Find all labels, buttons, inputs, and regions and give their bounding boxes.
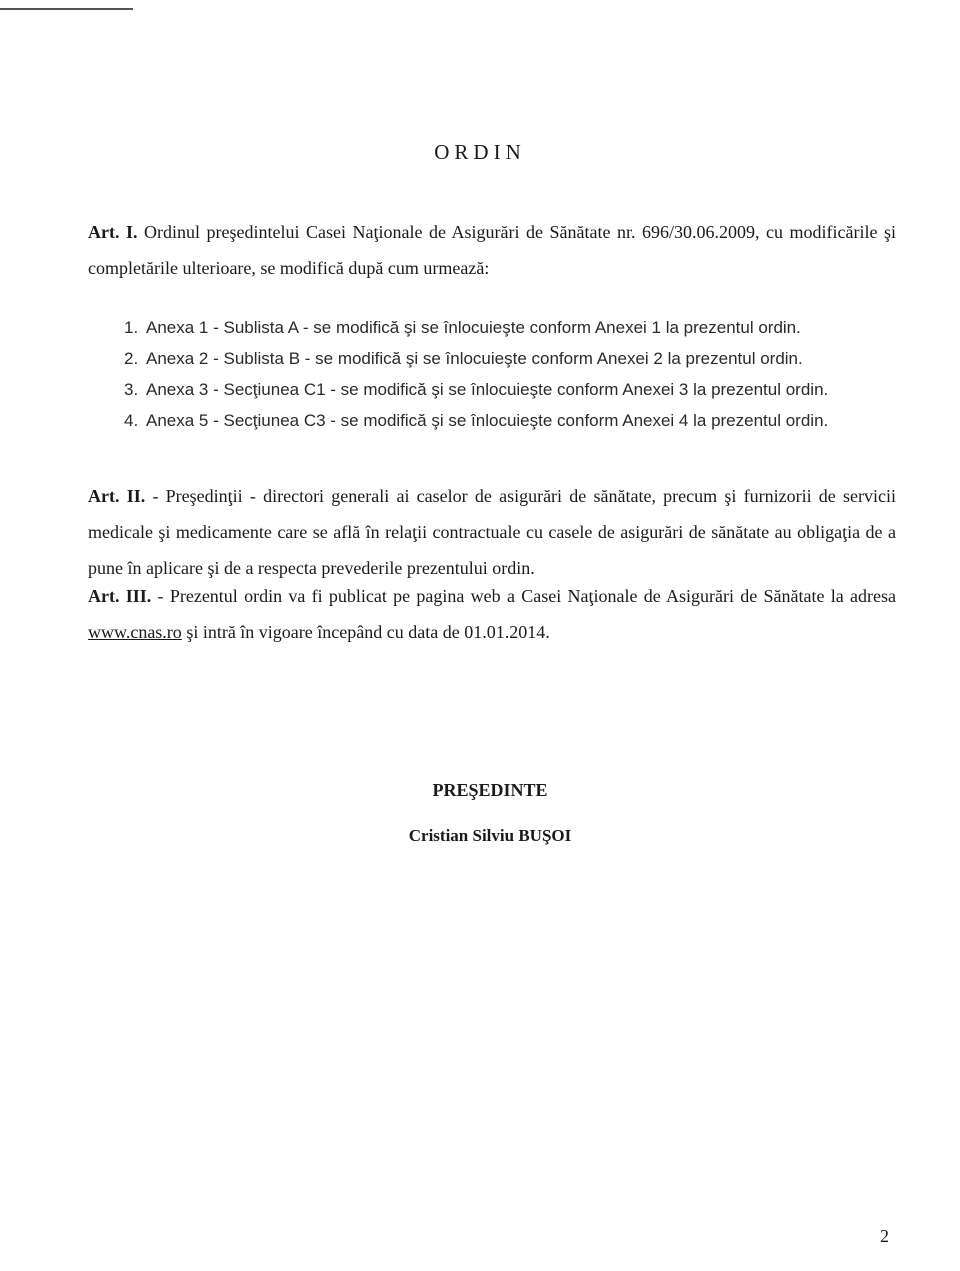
list-item-number: 4.: [124, 411, 139, 430]
article-2-text: - Preşedinţii - directori generali ai caselor de asigurări de sănătate, precum şi furnizorii de servicii medicale şi medicamente care se află în relaţii contractuale cu casele de asigurări de sănătate au obligaţia de a pune în aplicare şi de a respecta prevederile prezentului ordin.: [88, 486, 896, 578]
list-item: [124, 405, 884, 436]
document-title: ORDIN: [434, 140, 526, 164]
header-rule: [0, 8, 133, 10]
list-item-text: Anexa 5 - Secţiunea C3 - se modifică şi se înlocuieşte conform Anexei 4 la prezentul ordin.: [146, 411, 829, 430]
page-number: 2: [880, 1226, 889, 1246]
signature-role: PREŞEDINTE: [432, 780, 548, 800]
article-1-text: Ordinul preşedintelui Casei Naţionale de Asigurări de Sănătate nr. 696/30.06.2009, cu modificările şi completările ulterioare, se modifică după cum urmează:: [88, 222, 896, 278]
list-item: [124, 343, 884, 374]
list-item-text: Anexa 1 - Sublista A - se modifică şi se înlocuieşte conform Anexei 1 la prezentul ordin.: [146, 318, 801, 337]
article-2: [88, 478, 896, 586]
list-item-number: 1.: [124, 318, 139, 337]
list-item: [124, 374, 884, 405]
article-3-text-after: şi intră în vigoare începând cu data de 01.01.2014.: [181, 622, 550, 642]
article-1-label: Art. I.: [88, 222, 138, 242]
article-3-text-before: - Prezentul ordin va fi publicat pe pagina web a Casei Naţionale de Asigurări de Sănătate la adresa: [151, 586, 897, 606]
list-item-number: 2.: [124, 349, 139, 368]
list-item: [124, 312, 884, 343]
article-3: [88, 578, 896, 650]
cnas-website-link[interactable]: www.cnas.ro: [88, 622, 182, 642]
article-3-label: Art. III.: [88, 586, 152, 606]
list-item-text: Anexa 2 - Sublista B - se modifică şi se înlocuieşte conform Anexei 2 la prezentul ordin.: [146, 349, 803, 368]
list-item-number: 3.: [124, 380, 139, 399]
list-item-text: Anexa 3 - Secţiunea C1 - se modifică şi se înlocuieşte conform Anexei 3 la prezentul ordin.: [146, 380, 829, 399]
amendments-list: [124, 312, 884, 436]
article-1: [88, 214, 896, 286]
signature-name: Cristian Silviu BUŞOI: [408, 826, 572, 845]
article-2-label: Art. II.: [88, 486, 146, 506]
